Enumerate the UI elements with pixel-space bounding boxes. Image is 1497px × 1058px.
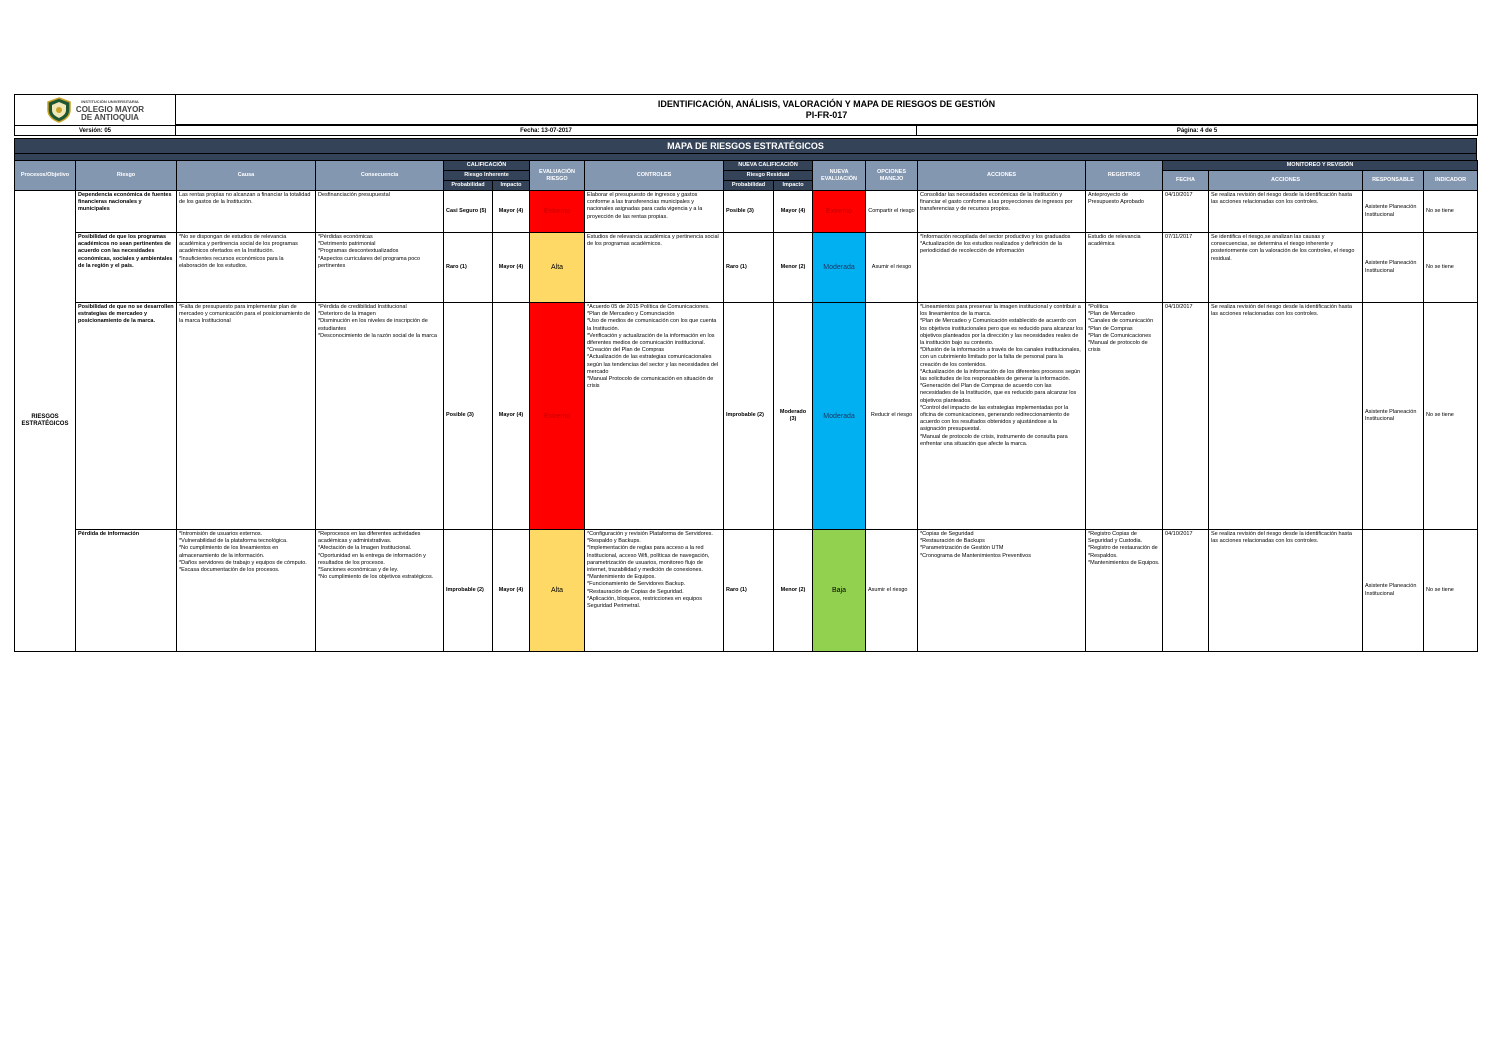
- nueva-evaluacion-cell: Moderada: [813, 233, 866, 303]
- consecuencia-cell: *Reprocesos en las diferentes actividades académicas y administrativas. *Afectación de la Imagen Institucional. *Oportunidad en la entrega de información y resultados de los procesos. *Sanciones económicas y de ley. *No cumplimiento de los objetivos estratégicos.: [316, 530, 444, 652]
- nueva-evaluacion-cell: Extremo: [813, 191, 866, 233]
- table-row: [15, 191, 1478, 233]
- fecha-cell: 04/10/2017: [1163, 530, 1209, 652]
- opciones-cell: Compartir el riesgo: [866, 191, 918, 233]
- acciones-monitoreo-cell: Se realiza revisión del riesgo desde la identificación hasta las acciones relacionadas con los controles.: [1209, 303, 1363, 530]
- col-riesgo-residual: Riesgo Residual: [724, 171, 813, 181]
- impacto-residual-cell: Menor (2): [774, 530, 813, 652]
- causa-cell: *Intromisión de usuarios externos. *Vulnerabilidad de la plataforma tecnológica. *No cumplimiento de los lineamientos en almacenamiento de la información. *Daños servidores de trabajo y equipos de cómputo. *Escasa documentación de los procesos.: [177, 530, 316, 652]
- indicador-cell: No se tiene: [1424, 530, 1478, 652]
- col-evaluacion: EVALUACIÓN RIESGO: [530, 161, 585, 191]
- controles-cell: *Acuerdo 05 de 2015 Política de Comunicaciones. *Plan de Mercadeo y Comunciación *Uso de medios de comunicación con los que cuenta la Institución. *Verificación y actualización de la información en los diferentes medios de comunicación institucional. *Creación del Plan de Compras *Actualización de las estrategias comunicacionales según las tendencias del sector y las necesidades del mercado *Manual Protocolo de comunicación en situación de crisis: [585, 303, 724, 530]
- probabilidad-cell: Improbable (2): [444, 530, 493, 652]
- col-riesgo: Riesgo: [76, 161, 177, 191]
- table-row: [15, 303, 1478, 530]
- acciones-monitoreo-cell: Se realiza revisión del riesgo desde la identificación hasta las acciones relacionadas con los controles.: [1209, 530, 1363, 652]
- impacto-residual-cell: Menor (2): [774, 233, 813, 303]
- impacto-residual-cell: Moderado (3): [774, 303, 813, 530]
- document-title-cell: [176, 95, 1478, 125]
- riesgo-cell: Dependencia económica de fuentes financieras nacionales y municipales: [76, 191, 177, 233]
- acciones-cell: Consolidar las necesidades económicas de la Institución y financiar el gasto conforme a las proyecciones de ingresos por transferencias y de recursos propios.: [918, 191, 1086, 233]
- nueva-evaluacion-cell: Baja: [813, 530, 866, 652]
- fecha-cell: 07/11/2017: [1163, 233, 1209, 303]
- fecha-cell: 04/10/2017: [1163, 191, 1209, 233]
- logo-line1: INSTITUCIÓN UNIVERSITARIA: [81, 99, 139, 104]
- proceso-cell: RIESGOS ESTRATÉGICOS: [15, 191, 76, 652]
- risk-map-table: [14, 160, 1478, 652]
- riesgo-cell: Posibilidad de que los programas académicos no sean pertinentes de acuerdo con las necesidades económicas, sociales y ambientales de la región y el país.: [76, 233, 177, 303]
- col-nueva-calificacion: NUEVA CALIFICACIÓN: [724, 161, 813, 171]
- impacto-cell: Mayor (4): [493, 303, 530, 530]
- opciones-cell: Asumir el riesgo: [866, 233, 918, 303]
- acciones-monitoreo-cell: Se realiza revisión del riesgo desde la identificación hasta las acciones relacionadas con los controles.: [1209, 191, 1363, 233]
- acciones-cell: *Copias de Seguridad *Restauración de Backups *Parametrización de Gestión UTM *Cronograma de Mantenimientos Preventivos: [918, 530, 1086, 652]
- evaluacion-cell: Extremo: [530, 191, 585, 233]
- registros-cell: *Registro Copias de Seguridad y Custodia. *Registro de restauración de *Respaldos. *Mantenimientos de Equipos.: [1086, 530, 1163, 652]
- col-probabilidad: Probabilidad: [444, 181, 493, 191]
- col-impacto: Impacto: [493, 181, 530, 191]
- evaluacion-cell: Extremo: [530, 303, 585, 530]
- impacto-cell: Mayor (4): [493, 233, 530, 303]
- probabilidad-residual-cell: Raro (1): [724, 530, 774, 652]
- institution-logo-icon: [46, 97, 72, 123]
- version-cell: Versión: 05: [15, 126, 176, 136]
- registros-cell: Anteproyecto de Presupuesto Aprobado: [1086, 191, 1163, 233]
- logo-line3: DE ANTIOQUIA: [81, 113, 139, 122]
- col-riesgo-inherente: Riesgo Inherente: [444, 171, 530, 181]
- table-row: [15, 233, 1478, 303]
- controles-cell: Estudios de relevancia académica y pertinencia social de los programas académicos.: [585, 233, 724, 303]
- evaluacion-cell: Alta: [530, 530, 585, 652]
- acciones-monitoreo-cell: Se identifica el riesgo,se analizan las causas y consecuencias, se determina el riesgo inherente y posteriormente con la valoración de los controles, el riesgo residual.: [1209, 233, 1363, 303]
- probabilidad-residual-cell: Raro (1): [724, 233, 774, 303]
- responsable-cell: Asistente Planeación Institucional: [1363, 233, 1424, 303]
- indicador-cell: No se tiene: [1424, 303, 1478, 530]
- probabilidad-cell: Casi Seguro (5): [444, 191, 493, 233]
- consecuencia-cell: Desfinanciación presupuestal: [316, 191, 444, 233]
- col-responsable: RESPONSABLE: [1363, 171, 1424, 191]
- riesgo-cell: Pérdida de información: [76, 530, 177, 652]
- table-row: [15, 530, 1478, 652]
- date-cell: Fecha: 13-07-2017: [176, 126, 917, 136]
- col-causa: Causa: [177, 161, 316, 191]
- document-code: PI-FR-017: [805, 109, 848, 120]
- impacto-cell: Mayor (4): [493, 530, 530, 652]
- map-title-banner: MAPA DE RIESGOS ESTRATÉGICOS: [14, 138, 1477, 154]
- page-number-cell: Página: 4 de 5: [917, 126, 1478, 136]
- nueva-evaluacion-cell: Moderada: [813, 303, 866, 530]
- causa-cell: *Falta de presupuesto para implementar plan de mercadeo y comunicación para el posicionamiento de la marca Institucional: [177, 303, 316, 530]
- logo-text: [76, 98, 144, 122]
- col-probabilidad-residual: Probabilidad: [724, 181, 774, 191]
- indicador-cell: No se tiene: [1424, 191, 1478, 233]
- fecha-cell: 04/10/2017: [1163, 303, 1209, 530]
- acciones-cell: *Lineamientos para preservar la imagen institucional y contribuir a los lineamientos de la marca. *Plan de Mercadeo y Comunicación establecido de acuerdo con los objetivos institucionales pero que es reducido para alcanzar los objetivos planteados por la dirección y las necesidades reales de la institución bajo su contexto. *Difusión de la información a través de los canales institucionales, con un cubrimiento limitado por la falta de personal para la creación de los contenidos. *Actualización de la información de los diferentes procesos según las solicitudes de los responsables de generar la información. *Generación del Plan de Compras de acuerdo con las necesidades de la Institución, que es reducido para alcanzar los objetivos planteados. *Control del impacto de las estrategias implementadas por la oficina de comunicaciones, generando redireccionamiento de acuerdo con los resultados obtenidos y ajustándose a la asignación presupuestal. *Manual de protocolo de crisis, instrumento de consulta para enfrentar una situación que afecte la marca.: [918, 303, 1086, 530]
- registros-cell: *Política *Plan de Mercadeo *Canales de comunicación *Plan de Compras *Plan de Comunicaciones *Manual de protocolo de crisis: [1086, 303, 1163, 530]
- impacto-cell: Mayor (4): [493, 191, 530, 233]
- opciones-cell: Asumir el riesgo: [866, 530, 918, 652]
- impacto-residual-cell: Mayor (4): [774, 191, 813, 233]
- causa-cell: *No se dispongan de estudios de relevancia académica y pertinencia social de los programas académicos ofertados en la Institución. *Insuficientes recursos económicos para la elaboración de los estudios.: [177, 233, 316, 303]
- col-opciones: OPCIONES MANEJO: [866, 161, 918, 191]
- document-title: IDENTIFICACIÓN, ANÁLISIS, VALORACIÓN Y MAPA DE RIESGOS DE GESTIÓN: [657, 98, 996, 109]
- opciones-cell: Reducir el riesgo: [866, 303, 918, 530]
- col-calificacion: CALIFICACIÓN: [444, 161, 530, 171]
- col-fecha: FECHA: [1163, 171, 1209, 191]
- consecuencia-cell: *Pérdida de credibilidad Institucional *Deterioro de la imagen *Disminución en los niveles de inscripción de estudiantes *Desconocimiento de la razón social de la marca: [316, 303, 444, 530]
- logo-cell: [15, 95, 176, 126]
- col-nueva-evaluacion: NUEVA EVALUACIÓN: [813, 161, 866, 191]
- col-indicador: INDICADOR: [1424, 171, 1478, 191]
- consecuencia-cell: *Pérdidas económicas *Detrimento patrimonial *Programas descontextualizados *Aspectos curriculares del programa poco pertinentes: [316, 233, 444, 303]
- col-consecuencia: Consecuencia: [316, 161, 444, 191]
- probabilidad-cell: Posible (3): [444, 303, 493, 530]
- col-acciones: ACCIONES: [918, 161, 1086, 191]
- indicador-cell: No se tiene: [1424, 233, 1478, 303]
- controles-cell: *Configuración y revisión Plataforma de Servidores. *Respaldo y Backups. *Implementación de reglas para acceso a la red Institucional, acceso Wifi, políticas de navegación, parametrización de usuarios, monitoreo flujo de internet, trazabilidad y medición de conexiones. *Mantenimiento de Equipos. *Funcionamiento de Servidores Backup. *Restauración de Copias de Seguridad. *Aplicación, bloqueos, restricciones en equipos Seguridad Perimetral.: [585, 530, 724, 652]
- causa-cell: Las rentas propias no alcanzan a financiar la totalidad de los gastos de la Institución.: [177, 191, 316, 233]
- controles-cell: Elaborar el presupuesto de ingresos y gastos conforme a las transferencias municipales y nacionales asignadas para cada vigencia y a la proyección de las rentas propias.: [585, 191, 724, 233]
- col-proceso: Procesos/Objetivo: [15, 161, 76, 191]
- col-impacto-residual: Impacto: [774, 181, 813, 191]
- col-monitoreo: MONITOREO Y REVISIÓN: [1163, 161, 1478, 171]
- probabilidad-residual-cell: Posible (3): [724, 191, 774, 233]
- evaluacion-cell: Alta: [530, 233, 585, 303]
- probabilidad-cell: Raro (1): [444, 233, 493, 303]
- document: [14, 94, 1477, 652]
- document-header: [14, 94, 1478, 136]
- col-registros: REGISTROS: [1086, 161, 1163, 191]
- registros-cell: Estudio de relevancia académica: [1086, 233, 1163, 303]
- responsable-cell: Asistente Planeación Institucional: [1363, 191, 1424, 233]
- riesgo-cell: Posibilidad de que no se desarrollen estrategias de mercadeo y posicionamiento de la marca.: [76, 303, 177, 530]
- acciones-cell: *Información recopilada del sector productivo y los graduados *Actualización de los estudios realizados y definición de la periodicidad de recolección de información: [918, 233, 1086, 303]
- responsable-cell: Asistente Planeación Institucional: [1363, 530, 1424, 652]
- col-acciones-monitoreo: ACCIONES: [1209, 171, 1363, 191]
- responsable-cell: Asistente Planeación Institucional: [1363, 303, 1424, 530]
- probabilidad-residual-cell: Improbable (2): [724, 303, 774, 530]
- logo-line2: COLEGIO MAYOR: [75, 105, 145, 114]
- col-controles: CONTROLES: [585, 161, 724, 191]
